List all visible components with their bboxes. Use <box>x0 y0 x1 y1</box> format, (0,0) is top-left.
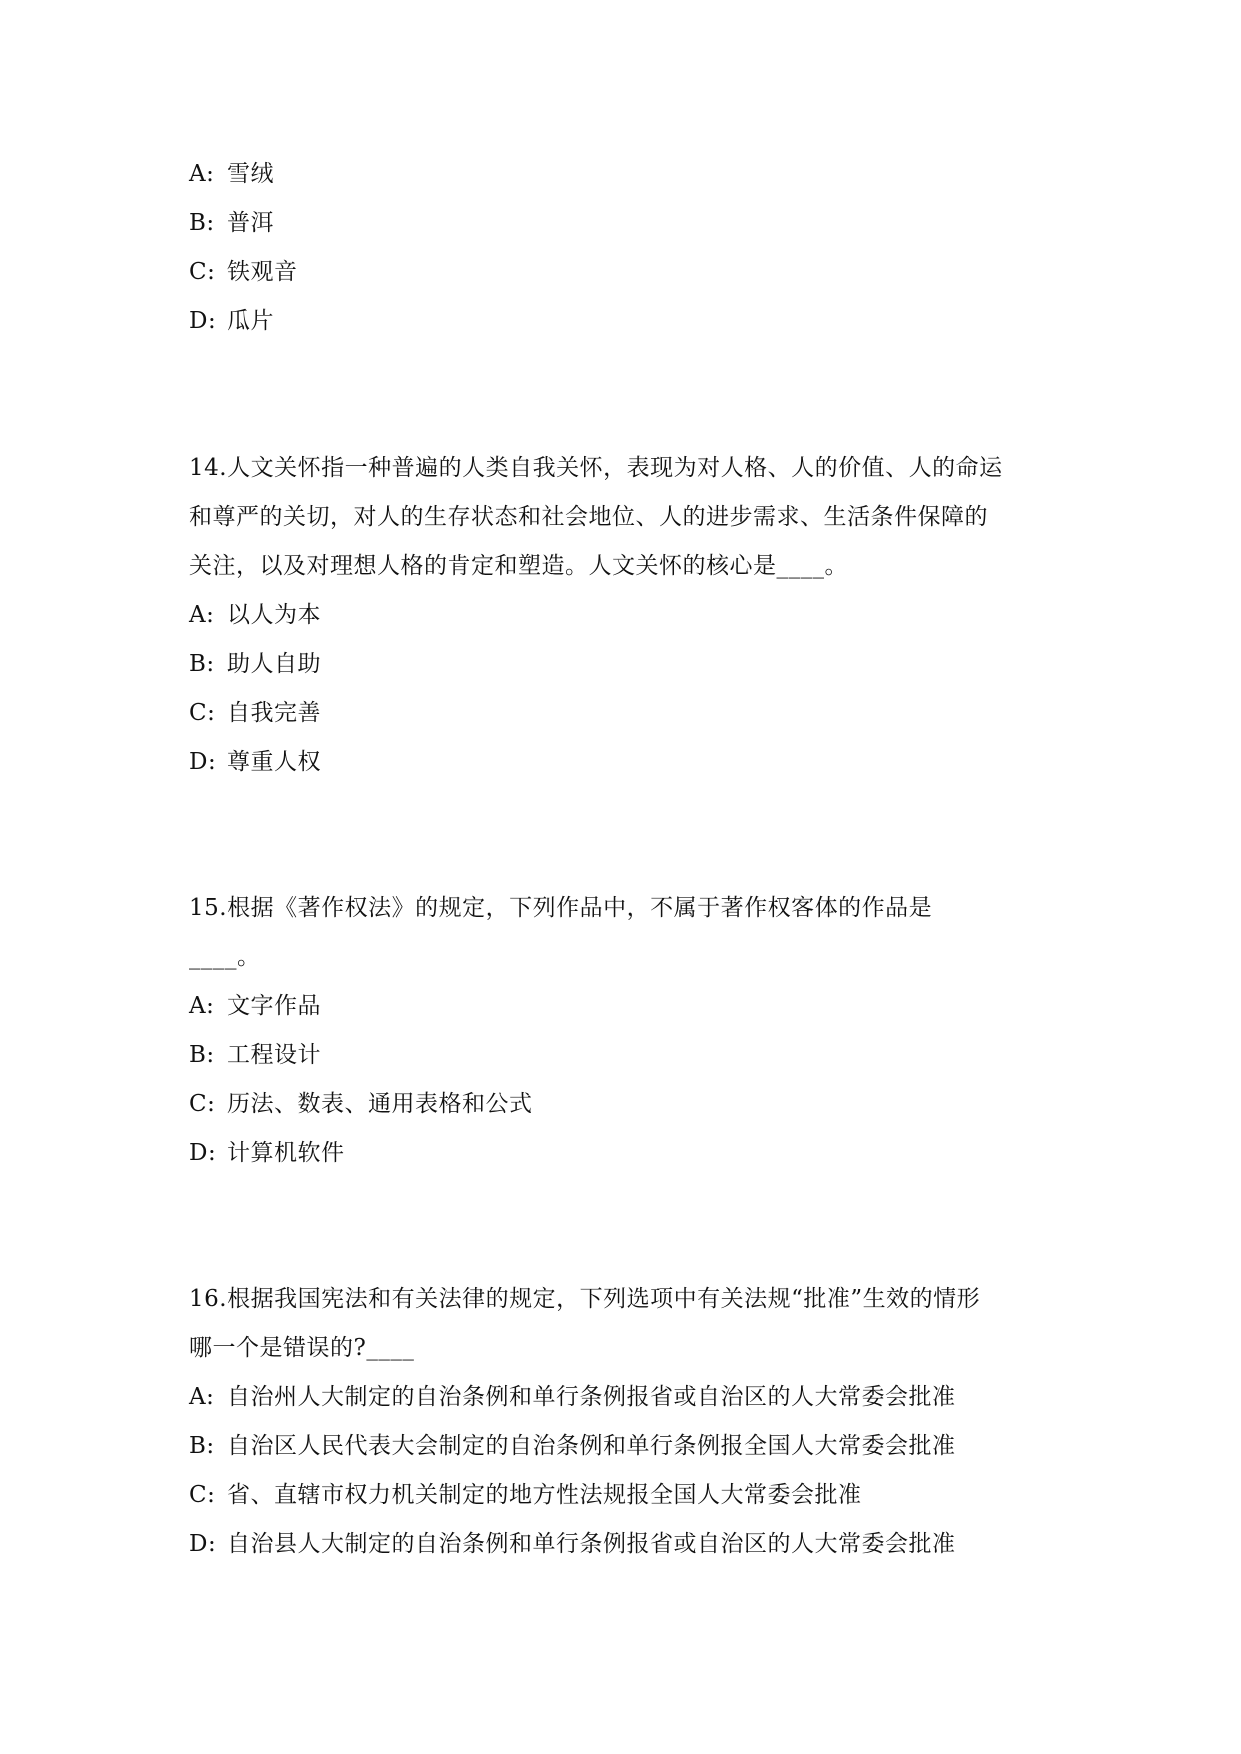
option-c: C: 自我完善 <box>189 700 321 726</box>
option-c: C: 历法、数表、通用表格和公式 <box>189 1091 533 1117</box>
question-14 <box>189 444 1069 787</box>
option-a: A: 雪绒 <box>189 161 274 187</box>
question-16-stem: 16.根据我国宪法和有关法律的规定，下列选项中有关法规“批准”生效的情形 哪一个是错误的?____ <box>189 1286 981 1361</box>
option-b: B: 普洱 <box>189 210 274 236</box>
question-14-stem: 14.人文关怀指一种普遍的人类自我关怀，表现为对人格、人的价值、人的命运 和尊严的关切，对人的生存状态和社会地位、人的进步需求、生活条件保障的 关注，以及对理想人格的肯定和塑造。人文关怀的核心是____。 <box>189 455 1003 579</box>
option-a: A: 自治州人大制定的自治条例和单行条例报省或自治区的人大常委会批准 <box>189 1384 956 1410</box>
option-d: D: 尊重人权 <box>189 749 321 775</box>
option-a: A: 以人为本 <box>189 602 321 628</box>
option-b: B: 工程设计 <box>189 1042 321 1068</box>
question-13-options <box>189 150 1069 346</box>
option-c: C: 铁观音 <box>189 259 298 285</box>
question-15-stem: 15.根据《著作权法》的规定，下列作品中，不属于著作权客体的作品是 ____。 <box>189 895 933 970</box>
option-c: C: 省、直辖市权力机关制定的地方性法规报全国人大常委会批准 <box>189 1482 862 1508</box>
question-15 <box>189 884 1069 1178</box>
question-16 <box>189 1275 1069 1569</box>
option-d: D: 自治县人大制定的自治条例和单行条例报省或自治区的人大常委会批准 <box>189 1531 956 1557</box>
option-b: B: 助人自助 <box>189 651 321 677</box>
option-a: A: 文字作品 <box>189 993 321 1019</box>
option-d: D: 瓜片 <box>189 308 274 334</box>
option-b: B: 自治区人民代表大会制定的自治条例和单行条例报全国人大常委会批准 <box>189 1433 956 1459</box>
option-d: D: 计算机软件 <box>189 1140 345 1166</box>
